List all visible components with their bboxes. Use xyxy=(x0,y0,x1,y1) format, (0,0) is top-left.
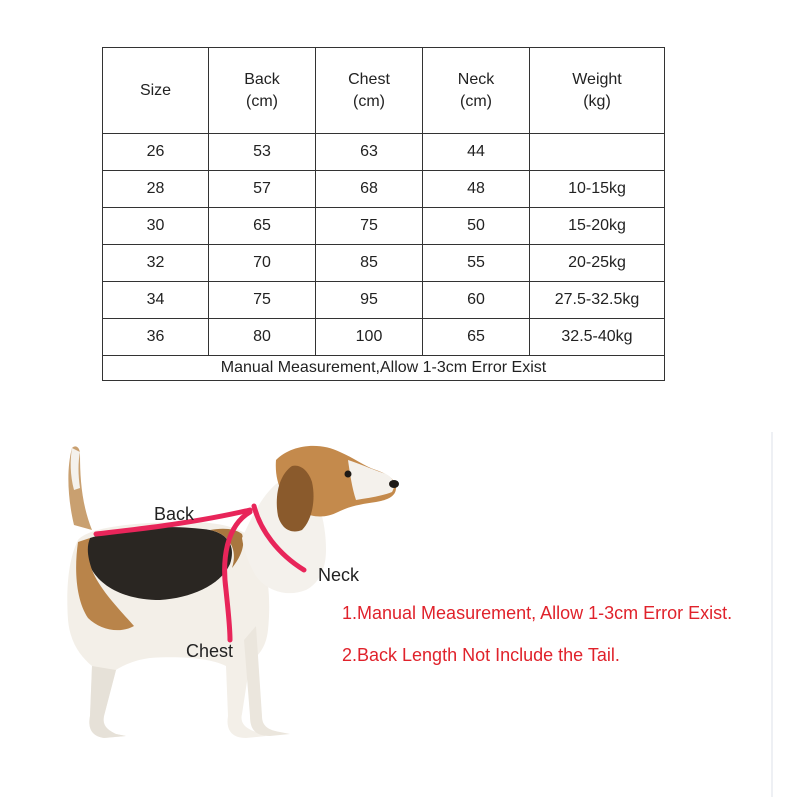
cell-weight: 20-25kg xyxy=(530,245,665,282)
header-back: Back (cm) xyxy=(209,48,316,134)
cell-weight xyxy=(530,134,665,171)
dog-eye xyxy=(345,471,352,478)
header-weight: Weight (kg) xyxy=(530,48,665,134)
chest-label: Chest xyxy=(186,641,234,661)
cell-weight: 27.5-32.5kg xyxy=(530,282,665,319)
dog-front-leg xyxy=(244,626,290,736)
cell-neck: 55 xyxy=(423,245,530,282)
header-size: Size xyxy=(103,48,209,134)
beagle-illustration xyxy=(30,430,410,760)
cell-neck: 44 xyxy=(423,134,530,171)
table-footer-row xyxy=(103,356,665,381)
cell-back: 75 xyxy=(209,282,316,319)
cell-chest: 63 xyxy=(316,134,423,171)
table-footer-note: Manual Measurement,Allow 1-3cm Error Exist xyxy=(103,356,665,381)
cell-neck: 50 xyxy=(423,208,530,245)
cell-weight: 32.5-40kg xyxy=(530,319,665,356)
cell-chest: 95 xyxy=(316,282,423,319)
table-header-row xyxy=(103,48,665,134)
cell-back: 65 xyxy=(209,208,316,245)
dog-nose xyxy=(389,480,399,488)
note-measurement-error: 1.Manual Measurement, Allow 1-3cm Error Exist. xyxy=(342,603,733,623)
cell-back: 53 xyxy=(209,134,316,171)
table-row xyxy=(103,319,665,356)
edge-divider xyxy=(771,432,773,797)
cell-size: 26 xyxy=(103,134,209,171)
table-row xyxy=(103,134,665,171)
table-row xyxy=(103,171,665,208)
cell-weight: 10-15kg xyxy=(530,171,665,208)
header-chest: Chest (cm) xyxy=(316,48,423,134)
header-neck: Neck (cm) xyxy=(423,48,530,134)
table-row xyxy=(103,245,665,282)
cell-size: 30 xyxy=(103,208,209,245)
cell-chest: 85 xyxy=(316,245,423,282)
size-chart-table xyxy=(102,47,665,381)
cell-back: 70 xyxy=(209,245,316,282)
cell-back: 57 xyxy=(209,171,316,208)
cell-back: 80 xyxy=(209,319,316,356)
cell-weight: 15-20kg xyxy=(530,208,665,245)
cell-neck: 60 xyxy=(423,282,530,319)
cell-size: 34 xyxy=(103,282,209,319)
neck-label: Neck xyxy=(318,565,360,585)
cell-neck: 48 xyxy=(423,171,530,208)
cell-neck: 65 xyxy=(423,319,530,356)
cell-chest: 75 xyxy=(316,208,423,245)
note-back-length: 2.Back Length Not Include the Tail. xyxy=(342,645,620,665)
cell-size: 28 xyxy=(103,171,209,208)
cell-chest: 100 xyxy=(316,319,423,356)
dog-measurement-diagram xyxy=(30,430,410,760)
cell-size: 36 xyxy=(103,319,209,356)
table-row xyxy=(103,282,665,319)
cell-chest: 68 xyxy=(316,171,423,208)
cell-size: 32 xyxy=(103,245,209,282)
table-row xyxy=(103,208,665,245)
back-label: Back xyxy=(154,504,195,524)
